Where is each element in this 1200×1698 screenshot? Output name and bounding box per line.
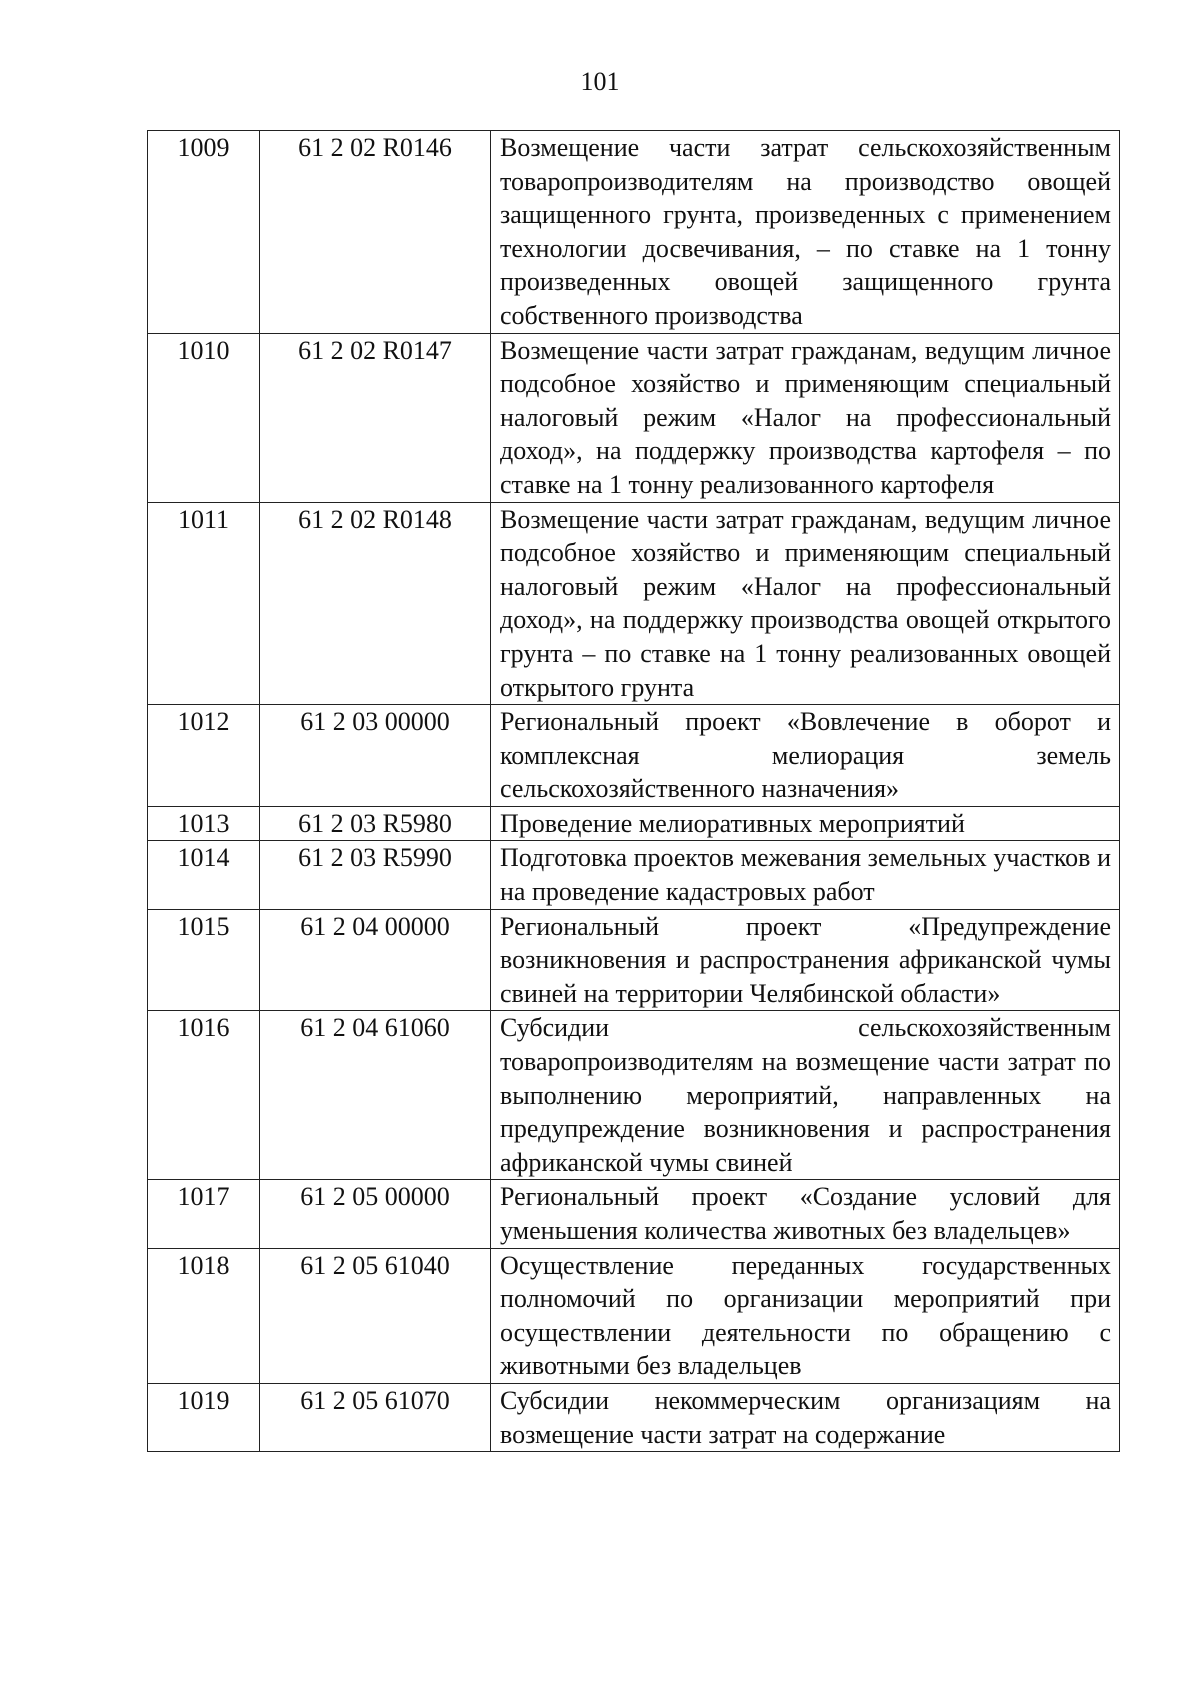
target-code: 61 2 02 R0147 (260, 333, 491, 502)
row-description: Возмещение части затрат гражданам, ведущим личное подсобное хозяйство и применяющим специальный налоговый режим «Налог на профессиональный доход», на поддержку производства картофеля – по ставке на 1 тонну реализованного картофеля (491, 333, 1120, 502)
table-row (148, 1180, 1120, 1248)
row-number: 1015 (148, 909, 260, 1011)
row-description: Подготовка проектов межевания земельных участков и на проведение кадастровых работ (491, 841, 1120, 909)
row-description: Осуществление переданных государственных полномочий по организации мероприятий при осуществлении деятельности по обращению с животными без владельцев (491, 1248, 1120, 1383)
target-code: 61 2 05 61070 (260, 1383, 491, 1451)
row-number: 1014 (148, 841, 260, 909)
target-code: 61 2 05 61040 (260, 1248, 491, 1383)
target-code: 61 2 02 R0148 (260, 502, 491, 705)
row-description: Возмещение части затрат сельскохозяйственным товаропроизводителям на производство овощей защищенного грунта, произведенных с применением технологии досвечивания, – по ставке на 1 тонну произведенных овощей защищенного грунта собственного производства (491, 131, 1120, 334)
row-number: 1010 (148, 333, 260, 502)
table-row (148, 502, 1120, 705)
row-description: Субсидии некоммерческим организациям на возмещение части затрат на содержание (491, 1383, 1120, 1451)
table-row (148, 1248, 1120, 1383)
row-number: 1017 (148, 1180, 260, 1248)
row-description: Региональный проект «Предупреждение возникновения и распространения африканской чумы свиней на территории Челябинской области» (491, 909, 1120, 1011)
table-row (148, 1383, 1120, 1451)
target-code: 61 2 03 R5980 (260, 806, 491, 841)
target-code: 61 2 04 00000 (260, 909, 491, 1011)
table-row (148, 333, 1120, 502)
row-description: Проведение мелиоративных мероприятий (491, 806, 1120, 841)
target-code: 61 2 03 R5990 (260, 841, 491, 909)
page-number: 101 (580, 67, 620, 96)
row-number: 1013 (148, 806, 260, 841)
table-row (148, 806, 1120, 841)
table-row (148, 909, 1120, 1011)
row-description: Возмещение части затрат гражданам, ведущим личное подсобное хозяйство и применяющим специальный налоговый режим «Налог на профессиональный доход», на поддержку производства овощей открытого грунта – по ставке на 1 тонну реализованных овощей открытого грунта (491, 502, 1120, 705)
target-code: 61 2 02 R0146 (260, 131, 491, 334)
table-row (148, 131, 1120, 334)
row-number: 1009 (148, 131, 260, 334)
table-row (148, 705, 1120, 807)
target-code: 61 2 04 61060 (260, 1011, 491, 1180)
row-number: 1016 (148, 1011, 260, 1180)
row-description: Субсидии сельскохозяйственным товаропроизводителям на возмещение части затрат по выполнению мероприятий, направленных на предупреждение возникновения и распространения африканской чумы свиней (491, 1011, 1120, 1180)
target-code: 61 2 05 00000 (260, 1180, 491, 1248)
row-number: 1018 (148, 1248, 260, 1383)
target-code: 61 2 03 00000 (260, 705, 491, 807)
row-description: Региональный проект «Вовлечение в оборот и комплексная мелиорация земель сельскохозяйственного назначения» (491, 705, 1120, 807)
row-number: 1019 (148, 1383, 260, 1451)
row-description: Региональный проект «Создание условий для уменьшения количества животных без владельцев» (491, 1180, 1120, 1248)
table-row (148, 841, 1120, 909)
row-number: 1012 (148, 705, 260, 807)
row-number: 1011 (148, 502, 260, 705)
budget-classification-table (147, 130, 1120, 1452)
table-row (148, 1011, 1120, 1180)
table-body (148, 131, 1120, 1452)
